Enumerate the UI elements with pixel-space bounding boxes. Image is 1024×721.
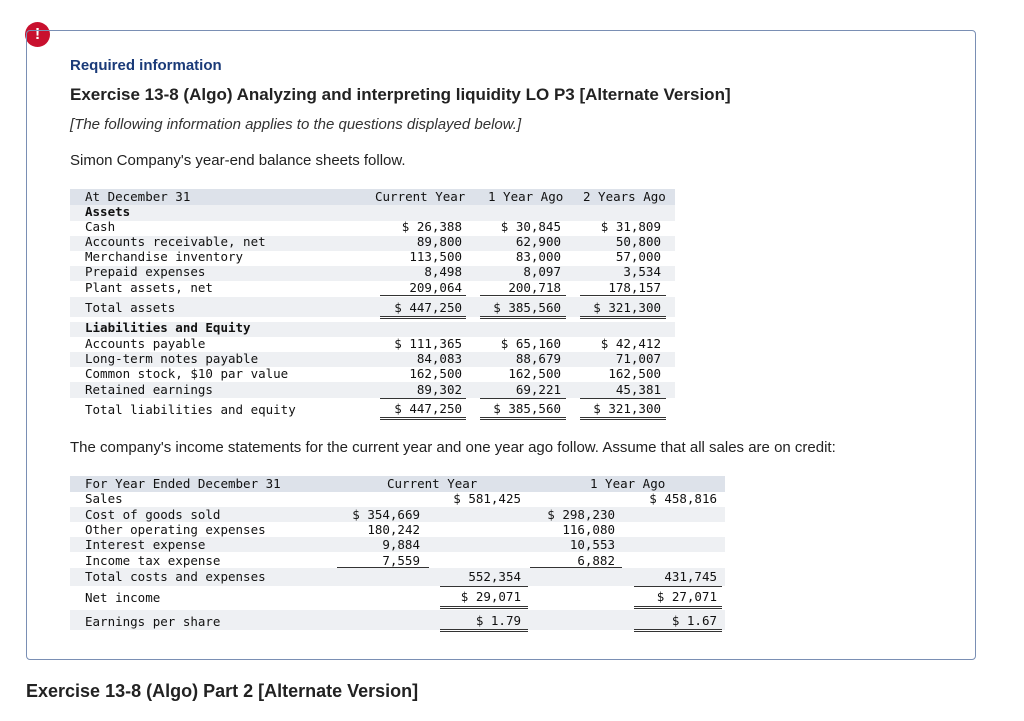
bs-row-label: Long-term notes payable [85, 351, 259, 366]
bs-cell: 8,097 [523, 264, 561, 279]
bs-cell: 3,534 [623, 264, 661, 279]
liabilities-heading: Liabilities and Equity [85, 320, 251, 335]
subtotal-rule [530, 567, 622, 568]
bs-header-1yr: 1 Year Ago [488, 189, 564, 204]
bs-row-label: Accounts payable [85, 336, 206, 351]
is-cell: 6,882 [577, 553, 615, 568]
bs-cell: 89,302 [416, 382, 462, 397]
is-cell: 116,080 [562, 522, 615, 537]
info-note: [The following information applies to the questions displayed below.] [70, 116, 522, 133]
total-rule [580, 417, 666, 420]
bs-cell: $ 65,160 [500, 336, 561, 351]
subtotal-rule [634, 586, 722, 587]
bs-cell: 162,500 [508, 366, 561, 381]
bs-cell: 113,500 [409, 249, 462, 264]
bs-row-label: Accounts receivable, net [85, 234, 266, 249]
is-cell: $ 458,816 [649, 491, 717, 506]
net-income-label: Net income [85, 590, 161, 605]
eps-label: Earnings per share [85, 614, 221, 629]
is-cell: 10,553 [569, 537, 615, 552]
subtotal-rule [440, 586, 528, 587]
bs-cell: $ 321,300 [593, 300, 661, 315]
bs-row-label: Cash [85, 219, 116, 234]
balance-intro: Simon Company's year-end balance sheets follow. [70, 152, 406, 169]
bs-row-label: Prepaid expenses [85, 264, 206, 279]
exercise-title: Exercise 13-8 (Algo) Analyzing and interpreting liquidity LO P3 [Alternate Version] [70, 85, 731, 104]
total-assets-label: Total assets [85, 300, 176, 315]
total-rule [480, 316, 566, 319]
is-header-current: Current Year [387, 476, 478, 491]
is-header-prior: 1 Year Ago [590, 476, 666, 491]
is-row-label: Other operating expenses [85, 522, 266, 537]
bs-cell: 8,498 [424, 264, 462, 279]
bs-cell: 162,500 [409, 366, 462, 381]
bs-row-label: Retained earnings [85, 382, 213, 397]
is-cell: 180,242 [367, 522, 420, 537]
required-label: Required information [70, 57, 222, 74]
subtotal-rule [337, 567, 429, 568]
bs-cell: 62,900 [515, 234, 561, 249]
is-cell: $ 27,071 [656, 589, 717, 604]
bs-cell: 45,381 [615, 382, 661, 397]
alert-icon: ! [25, 22, 50, 47]
bs-header-2yr: 2 Years Ago [583, 189, 666, 204]
is-row-label: Cost of goods sold [85, 507, 221, 522]
bs-cell: 69,221 [515, 382, 561, 397]
bs-cell: 71,007 [615, 351, 661, 366]
total-rule [380, 316, 466, 319]
part-title: Exercise 13-8 (Algo) Part 2 [Alternate Version] [26, 681, 419, 701]
bs-cell: $ 42,412 [600, 336, 661, 351]
bs-cell: $ 447,250 [394, 401, 462, 416]
subtotal-rule [480, 398, 566, 399]
total-rule [634, 606, 722, 609]
subtotal-rule [380, 295, 466, 296]
sales-label: Sales [85, 491, 123, 506]
bs-row-label: Merchandise inventory [85, 249, 244, 264]
bs-cell: 83,000 [515, 249, 561, 264]
is-cell: $ 1.67 [671, 613, 717, 628]
total-rule [480, 417, 566, 420]
is-cell: 7,559 [382, 553, 420, 568]
bs-header-current: Current Year [375, 189, 466, 204]
bs-cell: 178,157 [608, 280, 661, 295]
subtotal-rule [380, 398, 466, 399]
subtotal-rule [480, 295, 566, 296]
bs-cell: 50,800 [615, 234, 661, 249]
bs-cell: 162,500 [608, 366, 661, 381]
total-rule [440, 606, 528, 609]
total-rule [580, 316, 666, 319]
is-cell: $ 354,669 [352, 507, 420, 522]
is-header-label: For Year Ended December 31 [85, 476, 281, 491]
bs-cell: $ 321,300 [593, 401, 661, 416]
bs-cell: $ 30,845 [500, 219, 561, 234]
bs-cell: 200,718 [508, 280, 561, 295]
is-row-label: Income tax expense [85, 553, 221, 568]
bs-cell: $ 385,560 [493, 300, 561, 315]
is-cell: 9,884 [382, 537, 420, 552]
total-rule [634, 629, 722, 632]
bs-cell: $ 26,388 [401, 219, 462, 234]
is-cell: 552,354 [468, 569, 521, 584]
is-cell: $ 581,425 [453, 491, 521, 506]
bs-row-label: Plant assets, net [85, 280, 213, 295]
bs-cell: $ 31,809 [600, 219, 661, 234]
assets-heading: Assets [85, 204, 131, 219]
bs-cell: 89,800 [416, 234, 462, 249]
total-rule [380, 417, 466, 420]
is-row-label: Interest expense [85, 537, 206, 552]
bs-cell: 84,083 [416, 351, 462, 366]
total-costs-label: Total costs and expenses [85, 569, 266, 584]
bs-cell: 88,679 [515, 351, 561, 366]
is-cell: 431,745 [664, 569, 717, 584]
subtotal-rule [580, 295, 666, 296]
is-cell: $ 1.79 [475, 613, 521, 628]
subtotal-rule [580, 398, 666, 399]
bs-cell: $ 385,560 [493, 401, 561, 416]
bs-header-label: At December 31 [85, 189, 191, 204]
bs-cell: 209,064 [409, 280, 462, 295]
total-rule [440, 629, 528, 632]
is-cell: $ 298,230 [547, 507, 615, 522]
bs-row-label: Common stock, $10 par value [85, 366, 289, 381]
bs-cell: $ 447,250 [394, 300, 462, 315]
bs-cell: $ 111,365 [394, 336, 462, 351]
income-intro: The company's income statements for the current year and one year ago follow. Assume that all sales are on credit: [70, 439, 836, 456]
is-cell: $ 29,071 [460, 589, 521, 604]
bs-cell: 57,000 [615, 249, 661, 264]
total-liab-label: Total liabilities and equity [85, 402, 296, 417]
